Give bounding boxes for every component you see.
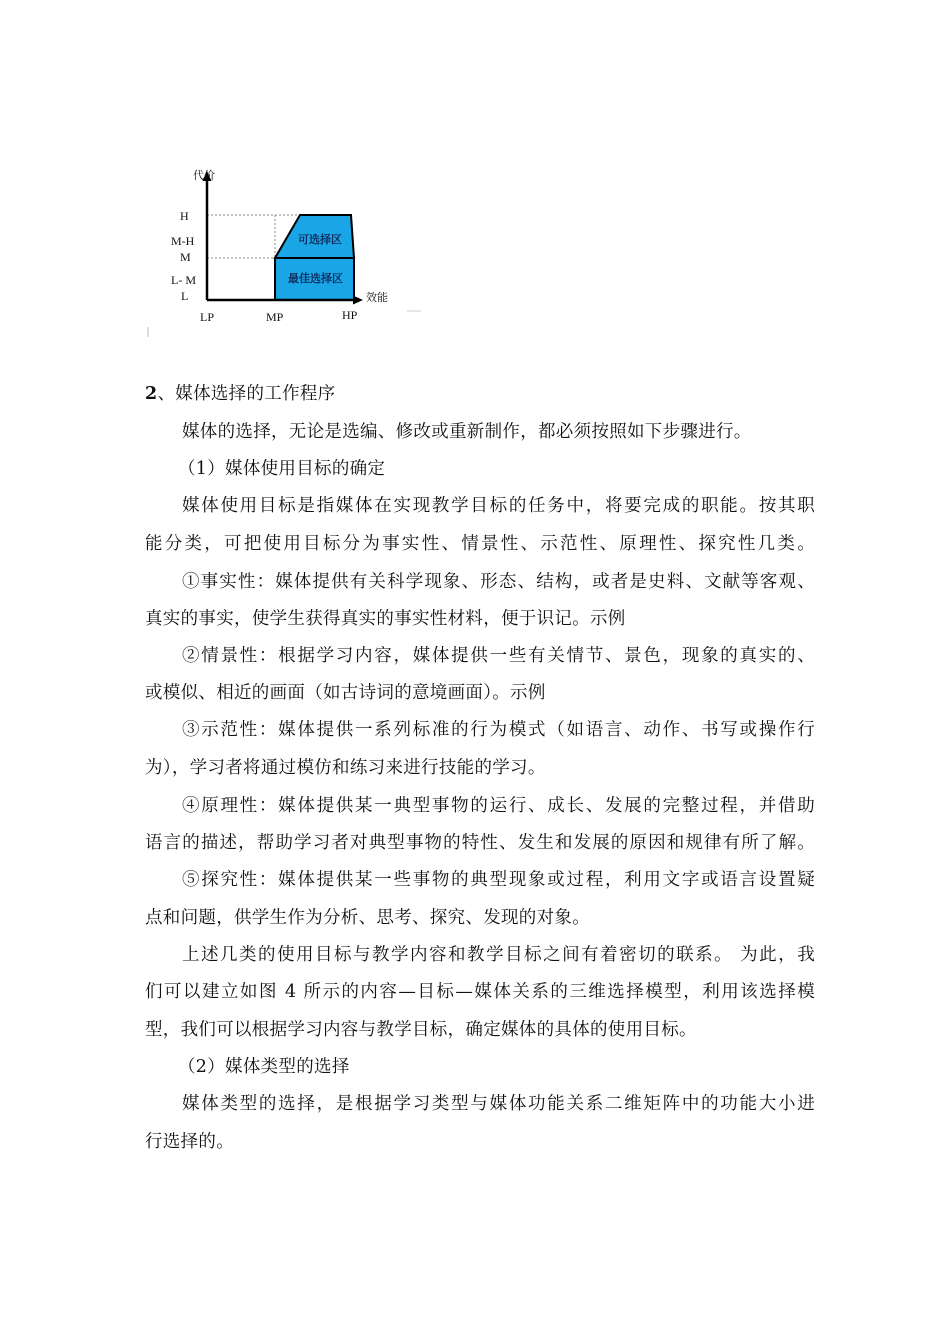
y-axis-title: 代价 bbox=[193, 169, 215, 182]
list-item-line: 为），学习者将通过模仿和练习来进行技能的学习。 bbox=[145, 758, 546, 778]
paragraph-line: 媒体类型的选择，是根据学习类型与媒体功能关系二维矩阵中的功能大小进 bbox=[182, 1094, 815, 1114]
list-item-line: 或模似、相近的画面（如古诗词的意境画面）。示例 bbox=[145, 683, 546, 703]
y-tick-label: M-H bbox=[171, 234, 195, 248]
y-tick-label: L- M bbox=[171, 273, 196, 287]
x-axis-title: 效能 bbox=[366, 291, 388, 304]
y-tick-label: H bbox=[180, 209, 189, 223]
paragraph-line: 能分类，可把使用目标分为事实性、情景性、示范性、原理性、探究性几类。 bbox=[145, 534, 815, 554]
list-item-line: ①事实性：媒体提供有关科学现象、形态、结构，或者是史料、文献等客观、 bbox=[182, 572, 815, 592]
best-region-label: 最佳选择区 bbox=[288, 272, 343, 285]
subheading: （2）媒体类型的选择 bbox=[178, 1057, 350, 1077]
list-item-line: ③示范性：媒体提供一系列标准的行为模式（如语言、动作、书写或操作行 bbox=[182, 720, 815, 740]
cost-performance-figure bbox=[145, 165, 425, 340]
paragraph-line: 媒体的选择，无论是选编、修改或重新制作，都必须按照如下步骤进行。 bbox=[182, 422, 752, 442]
list-item-line: 语言的描述，帮助学习者对典型事物的特性、发生和发展的原因和规律有所了解。 bbox=[145, 833, 815, 853]
x-tick-label: HP bbox=[342, 308, 358, 322]
x-tick-label: MP bbox=[266, 310, 284, 324]
list-item-line: ⑤探究性：媒体提供某一些事物的典型现象或过程，利用文字或语言设置疑 bbox=[182, 870, 815, 890]
paragraph-line: 媒体使用目标是指媒体在实现教学目标的任务中，将要完成的职能。按其职 bbox=[182, 496, 815, 516]
list-item-line: 真实的事实，使学生获得真实的事实性材料，便于识记。示例 bbox=[145, 609, 626, 629]
x-axis-arrow-icon bbox=[353, 296, 363, 305]
x-tick-label: LP bbox=[200, 310, 215, 324]
section-heading bbox=[145, 382, 815, 406]
y-tick-label: M bbox=[180, 250, 191, 264]
list-item-line: ②情景性：根据学习内容，媒体提供一些有关情节、景色，现象的真实的、 bbox=[182, 646, 815, 666]
list-item-line: ④原理性：媒体提供某一典型事物的运行、成长、发展的完整过程，并借助 bbox=[182, 796, 815, 816]
y-tick-label: L bbox=[181, 289, 189, 303]
list-item-line: 点和问题，供学生作为分析、思考、探究、发现的对象。 bbox=[145, 908, 590, 928]
section-title: 、媒体选择的工作程序 bbox=[157, 384, 336, 404]
paragraph-line: 上述几类的使用目标与教学内容和教学目标之间有着密切的联系。 为此，我 bbox=[182, 945, 815, 965]
selectable-region-label: 可选择区 bbox=[298, 233, 342, 246]
paragraph-line: 行选择的。 bbox=[145, 1132, 234, 1152]
paragraph-line: 型，我们可以根据学习内容与教学目标，确定媒体的具体的使用目标。 bbox=[145, 1020, 697, 1040]
paragraph-line: 们可以建立如图 4 所示的内容—目标—媒体关系的三维选择模型，利用该选择模 bbox=[145, 982, 815, 1002]
section-number: 2 bbox=[145, 384, 158, 404]
subheading: （1）媒体使用目标的确定 bbox=[178, 459, 386, 479]
